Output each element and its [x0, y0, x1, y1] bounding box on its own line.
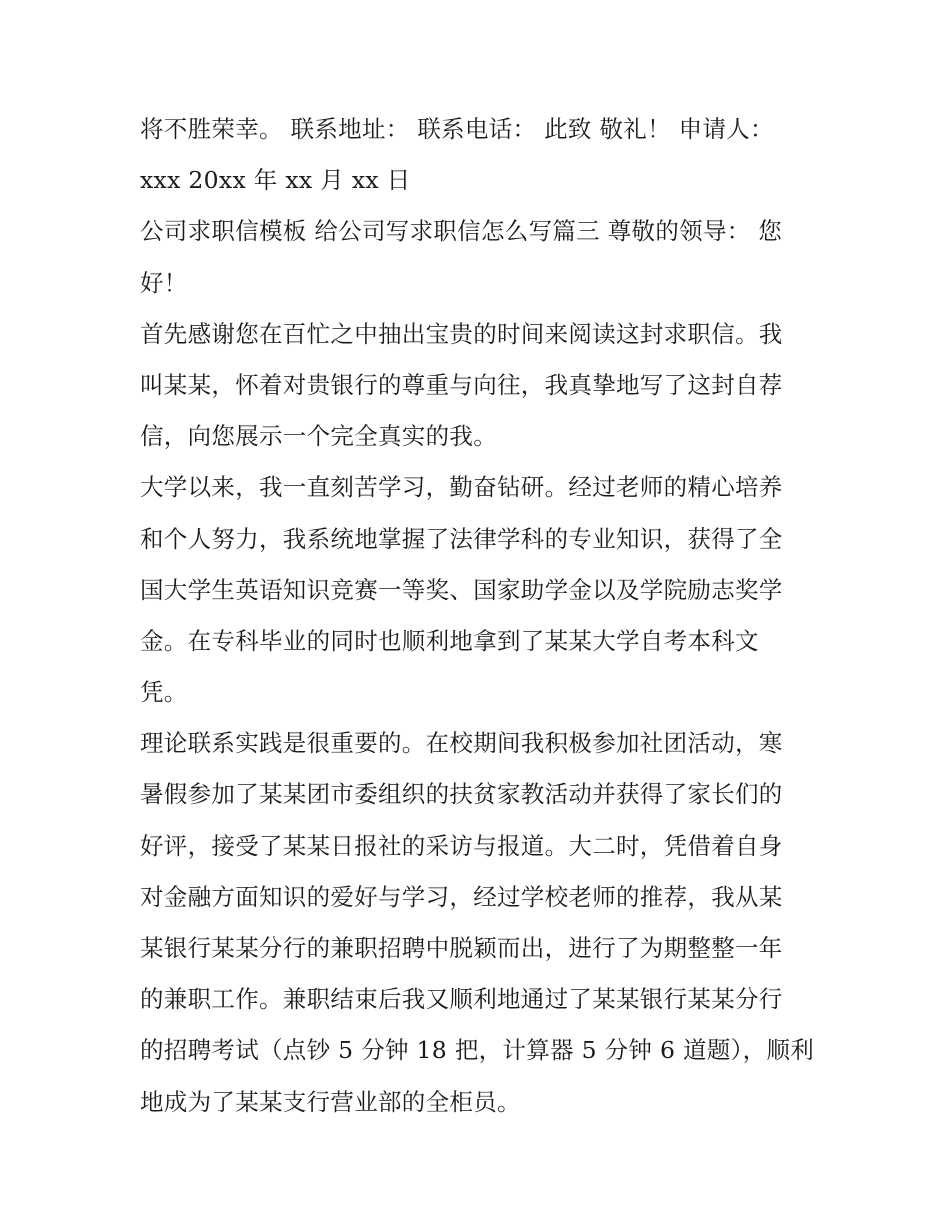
- date-line: xxx 20xx 年 xx 月 xx 日: [140, 166, 411, 195]
- text-line: 大学以来，我一直刻苦学习，勤奋钻研。经过老师的精心培养: [140, 473, 783, 502]
- text-line: 某银行某某分行的兼职招聘中脱颖而出，进行了为期整整一年: [140, 934, 783, 962]
- text-line: 好！: [140, 268, 188, 297]
- text-line: 好评，接受了某某日报社的采访与报道。大二时，凭借着自身: [140, 831, 783, 860]
- text-line: 的招聘考试（点钞 5 分钟 18 把，计算器 5 分钟 6 道题），顺利: [140, 1036, 815, 1065]
- text-line: 公司求职信模板 给公司写求职信怎么写篇三 尊敬的领导： 您: [140, 217, 783, 246]
- text-line: 对金融方面知识的爱好与学习，经过学校老师的推荐，我从某: [140, 882, 783, 911]
- text-line: 地成为了某某支行营业部的全柜员。: [140, 1087, 521, 1116]
- text-line: 国大学生英语知识竞赛一等奖、国家助学金以及学院励志奖学: [140, 575, 783, 604]
- text-line: 首先感谢您在百忙之中抽出宝贵的时间来阅读这封求职信。我: [140, 319, 783, 348]
- text-line: 理论联系实践是很重要的。在校期间我积极参加社团活动，寒: [140, 729, 783, 758]
- text-line: 信，向您展示一个完全真实的我。: [140, 422, 497, 451]
- text-line: 和个人努力，我系统地掌握了法律学科的专业知识，获得了全: [140, 524, 783, 553]
- text-line: 叫某某，怀着对贵银行的尊重与向往，我真挚地写了这封自荐: [140, 370, 783, 399]
- text-line: 凭。: [140, 678, 188, 707]
- text-line: 将不胜荣幸。 联系地址： 联系电话： 此致 敬礼！ 申请人：: [140, 115, 774, 143]
- document-body: [140, 104, 820, 1128]
- text-line: 暑假参加了某某团市委组织的扶贫家教活动并获得了家长们的: [140, 780, 783, 809]
- text-line: 的兼职工作。兼职结束后我又顺利地通过了某某银行某某分行: [140, 985, 783, 1014]
- text-line: 金。在专科毕业的同时也顺利地拿到了某某大学自考本科文: [140, 626, 759, 655]
